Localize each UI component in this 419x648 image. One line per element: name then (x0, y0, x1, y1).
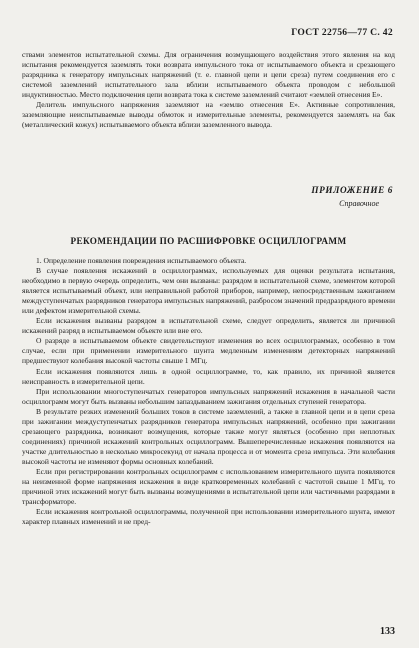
paragraph: Делитель импульсного напряжения заземляют на «землю отнесения Е». Активные сопротивления, заземляющие неиспытываемые выводы обмоток и измерительные элементы, рекомендуется заземлять на бак (металлический кожух) испытываемого объекта вблизи заземленного вывода. (22, 100, 395, 130)
paragraph: При использовании многоступенчатых генераторов импульсных напряжений искажения в начальной части осциллограмм могут быть вызваны небольшим запаздыванием зажигания отдельных ступеней генератора. (22, 386, 395, 406)
paragraph: Если искажения появляются лишь в одной осциллограмме, то, как правило, их причиной является неисправность в измерительной цепи. (22, 366, 395, 386)
appendix-subtitle: Справочное (339, 199, 379, 208)
paragraph: В результате резких изменений больших токов в системе заземлений, а также в главной цепи и в цепи среза при зажигании междуступенчатых разрядников генератора импульсных напряжений, особенно при зажигании срезающего разрядника, возникают возмущения, которые также могут являться (особенно при неплотных соединениях) причиной искажений контрольных осциллограмм. Вышеперечисленные искажения появляются на участке длительностью в несколько микросекунд от начала процесса и от момента среза импульса. Эти колебания высокой частоты не изменяют формы основных колебаний. (22, 406, 395, 466)
page-number: 133 (380, 626, 395, 637)
page-header: ГОСТ 22756—77 С. 42 (291, 27, 393, 38)
paragraph: Если при регистрировании контрольных осциллограмм с использованием измерительного шунта появляются на неизменной форме напряжения искажения в виде кратковременных колебаний с частотой свыше 1 МГц, то причиной этих искажений могут быть вызваны возмущениями в испытательной цепи или частичными разрядами в трансформаторе. (22, 466, 395, 507)
paragraph: ствами элементов испытательной схемы. Для ограничения возмущающего воздействия этого явления на код испытания рекомендуется заземлять токи возврата импульсного тока от испытываемого объекта и срезающего разрядника к генератору импульсных напряжений (т. е. главной цепи и цепи среза) путем соединения его с системой заземлений испытательного зала вблизи испытываемого объекта проводом с небольшой индуктивностью. Место подключения цепи возврата тока к системе заземлений считают «землей отнесения Е». (22, 50, 395, 100)
paragraph: О разряде в испытываемом объекте свидетельствуют изменения во всех осциллограммах, особенно в том случае, если при применении измерительного шунта медленным изменениям детекторных напряжений предшествуют колебания высокой частоты свыше 1 МГц. (22, 336, 395, 366)
paragraph: В случае появления искажений в осциллограммах, используемых для оценки результата испытания, необходимо в первую очередь определить, чем они вызваны: разрядом в испытательной схеме, элементом которой является испытываемый объект, или неправильной работой приборов, например, непосредственным зажиганием междуступенчатых разрядников генератора импульсных напряжений, разбросом значений предразрядного времени или дефектом измерительной схемы. (22, 266, 395, 316)
main-text-block (22, 256, 395, 527)
paragraph: 1. Определение появления повреждения испытываемого объекта. (36, 256, 247, 265)
paragraph: Если искажения контрольной осциллограммы, полученной при использовании измерительного шунта, имеют характер плавных изменений и не пред- (22, 507, 395, 527)
appendix-label: ПРИЛОЖЕНИЕ 6 (311, 185, 393, 195)
intro-text-block (22, 50, 395, 130)
section-title: РЕКОМЕНДАЦИИ ПО РАСШИФРОВКЕ ОСЦИЛЛОГРАММ (70, 236, 347, 246)
paragraph: Если искажения вызваны разрядом в испытательной схеме, следует определить, является ли причиной искажений разряд в испытываемом объекте или вне его. (22, 316, 395, 336)
